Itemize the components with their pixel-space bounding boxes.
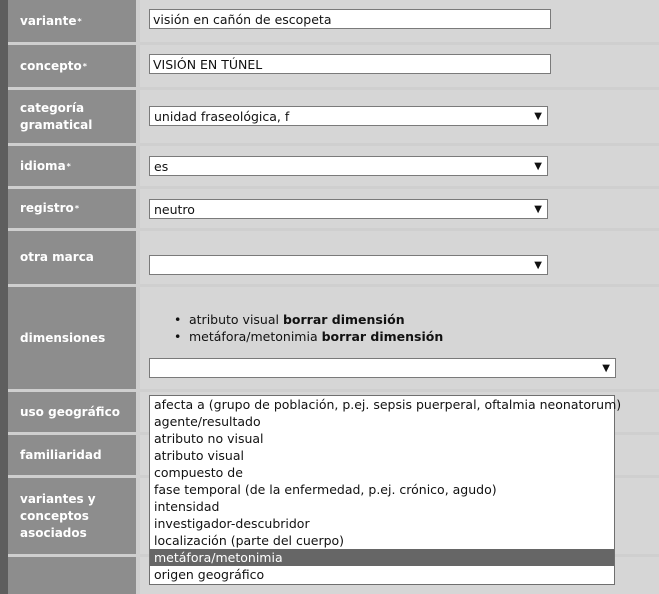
otra-marca-select[interactable] (149, 255, 548, 275)
row-dimensiones (8, 287, 659, 389)
bullet-icon: • (174, 329, 182, 344)
dropdown-option[interactable]: investigador-descubridor (154, 516, 310, 531)
cell-dimensiones (140, 287, 659, 389)
dropdown-option[interactable]: intensidad (154, 499, 220, 514)
label-variante-text: variante (20, 13, 77, 28)
chevron-down-icon: ▼ (534, 161, 542, 172)
list-item (172, 311, 443, 328)
row-variante (8, 0, 659, 42)
label-concepto-text: concepto (20, 58, 82, 73)
label-uso-geografico (8, 392, 136, 432)
variante-input[interactable]: visión en cañón de escopeta (149, 9, 551, 29)
chevron-down-icon: ▼ (602, 363, 610, 374)
delete-dimension-link[interactable]: borrar dimensión (282, 312, 405, 327)
dropdown-option[interactable]: metáfora/metonimia (150, 549, 614, 566)
row-idioma (8, 146, 659, 186)
dimension-name: atributo visual (189, 312, 279, 327)
required-mark: * (74, 204, 79, 213)
idioma-select[interactable] (149, 156, 548, 176)
label-registro (8, 189, 136, 228)
required-mark: * (66, 161, 71, 171)
label-variante (8, 0, 136, 42)
dropdown-option[interactable]: atributo visual (154, 448, 244, 463)
row-concepto (8, 45, 659, 87)
dropdown-option[interactable]: origen geográfico (154, 567, 265, 582)
label-familiaridad (8, 435, 136, 475)
row-categoria (8, 90, 659, 143)
dropdown-option[interactable]: localización (parte del cuerpo) (154, 533, 345, 548)
delete-dimension-link[interactable]: borrar dimensión (321, 329, 444, 344)
chevron-down-icon: ▼ (534, 260, 542, 271)
list-item (172, 328, 443, 345)
dropdown-option[interactable]: atributo no visual (154, 431, 264, 446)
required-mark: * (77, 16, 82, 26)
dropdown-option[interactable]: agente/resultado (154, 414, 261, 429)
label-familiaridad-text: familiaridad (20, 447, 102, 462)
label-idioma-text: idioma (20, 158, 66, 173)
required-mark: * (82, 61, 87, 71)
label-dimensiones (8, 287, 136, 389)
dropdown-option[interactable]: compuesto de (154, 465, 243, 480)
bullet-icon: • (174, 312, 182, 327)
dimension-dropdown-list (149, 395, 622, 585)
cell-variante (140, 0, 659, 42)
label-registro-text: registro (20, 201, 74, 215)
label-otra-marca (8, 231, 136, 284)
label-dimensiones-text: dimensiones (20, 330, 106, 345)
label-categoria (8, 90, 136, 143)
label-uso-geografico-text: uso geográfico (20, 404, 120, 419)
label-categoria-text: categoría gramatical (20, 100, 93, 132)
registro-select-value: neutro (154, 202, 195, 217)
label-variantes (8, 478, 136, 554)
cell-categoria (140, 90, 659, 143)
row-otra-marca (8, 231, 659, 284)
label-extra (8, 557, 136, 594)
dimension-list (172, 311, 443, 345)
label-variantes-text: variantes y conceptos asociados (20, 491, 96, 540)
label-concepto (8, 45, 136, 87)
cell-otra-marca (140, 231, 659, 284)
dropdown-option[interactable]: afecta a (grupo de población, p.ej. sepsis puerperal, oftalmia neonatorum) (154, 397, 622, 412)
cell-registro (140, 189, 659, 228)
label-otra-marca-text: otra marca (20, 250, 94, 264)
left-edge-strip (0, 0, 8, 594)
label-idioma (8, 146, 136, 186)
registro-select[interactable] (149, 199, 548, 219)
row-registro (8, 189, 659, 228)
cell-concepto (140, 45, 659, 87)
dimension-name: metáfora/metonimia (189, 329, 318, 344)
dimension-select[interactable] (149, 358, 616, 378)
categoria-select[interactable] (149, 106, 548, 126)
idioma-select-value: es (154, 159, 169, 174)
categoria-select-value: unidad fraseológica, f (154, 109, 290, 124)
chevron-down-icon: ▼ (534, 204, 542, 215)
concepto-input[interactable]: VISIÓN EN TÚNEL (149, 54, 551, 74)
cell-idioma (140, 146, 659, 186)
dropdown-option[interactable]: fase temporal (de la enfermedad, p.ej. crónico, agudo) (154, 482, 497, 497)
chevron-down-icon: ▼ (534, 111, 542, 122)
